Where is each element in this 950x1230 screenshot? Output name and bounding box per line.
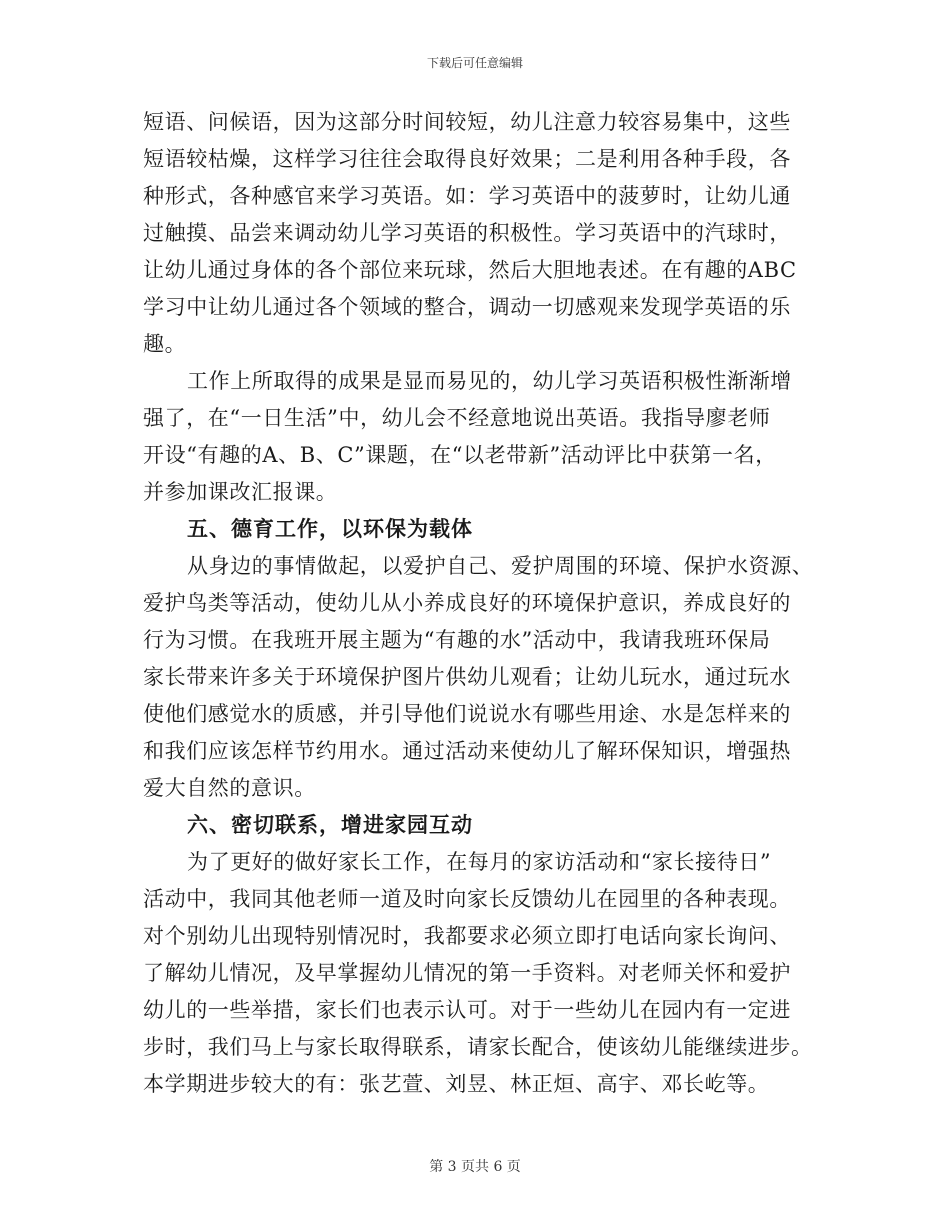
text-line: 种形式，各种感官来学习英语。如：学习英语中的菠萝时，让幼儿通 bbox=[143, 184, 791, 208]
text-line: 本学期进步较大的有：张艺萱、刘昱、林正烜、高宇、邓长屹等。 bbox=[143, 1072, 770, 1096]
text-line: 了解幼儿情况，及早掌握幼儿情况的第一手资料。对老师关怀和爱护 bbox=[143, 961, 791, 985]
section-heading: 六、密切联系，增进家园互动 bbox=[187, 813, 473, 837]
page-header: 下载后可任意编辑 bbox=[426, 56, 523, 70]
text-line: 爱大自然的意识。 bbox=[143, 776, 316, 800]
text-line: 并参加课改汇报课。 bbox=[143, 480, 338, 504]
text-line: 步时，我们马上与家长取得联系，请家长配合，使该幼儿能继续进步。 bbox=[143, 1035, 813, 1059]
text-line: 幼儿的一些举措，家长们也表示认可。对于一些幼儿在园内有一定进 bbox=[143, 998, 791, 1022]
text-line: 家长带来许多关于环境保护图片供幼儿观看；让幼儿玩水，通过玩水 bbox=[143, 665, 791, 689]
text-line: 短语较枯燥，这样学习往往会取得良好效果；二是利用各种手段，各 bbox=[143, 147, 791, 171]
text-line: 开设“有趣的A、B、C”课题，在“以老带新”活动评比中获第一名， bbox=[143, 443, 777, 467]
text-line: 爱护鸟类等活动，使幼儿从小养成良好的环境保护意识，养成良好的 bbox=[143, 591, 791, 615]
text-line: 对个别幼儿出现特别情况时，我都要求必须立即打电话向家长询问、 bbox=[143, 924, 791, 948]
text-line: 从身边的事情做起，以爱护自己、爱护周围的环境、保护水资源、 bbox=[187, 554, 813, 578]
text-line: 让幼儿通过身体的各个部位来玩球，然后大胆地表述。在有趣的ABC bbox=[143, 258, 797, 282]
text-line: 学习中让幼儿通过各个领域的整合，调动一切感观来发现学英语的乐 bbox=[143, 295, 791, 319]
section-heading: 五、德育工作，以环保为载体 bbox=[187, 517, 473, 541]
text-line: 工作上所取得的成果是显而易见的，幼儿学习英语积极性渐渐增 bbox=[187, 369, 792, 393]
text-line: 过触摸、品尝来调动幼儿学习英语的积极性。学习英语中的汽球时， bbox=[143, 221, 791, 245]
text-line: 为了更好的做好家长工作，在每月的家访活动和“家长接待日” bbox=[187, 850, 772, 874]
text-line: 强了，在“一日生活”中，幼儿会不经意地说出英语。我指导廖老师 bbox=[143, 406, 771, 430]
page-footer: 第 3 页共 6 页 bbox=[429, 1159, 521, 1175]
text-line: 和我们应该怎样节约用水。通过活动来使幼儿了解环保知识，增强热 bbox=[143, 739, 791, 763]
text-line: 使他们感觉水的质感，并引导他们说说水有哪些用途、水是怎样来的 bbox=[143, 702, 791, 726]
text-line: 活动中，我同其他老师一道及时向家长反馈幼儿在园里的各种表现。 bbox=[143, 887, 791, 911]
text-line: 趣。 bbox=[143, 332, 187, 356]
document-body bbox=[143, 104, 813, 1103]
text-line: 行为习惯。在我班开展主题为“有趣的水”活动中，我请我班环保局 bbox=[143, 628, 771, 652]
text-line: 短语、问候语，因为这部分时间较短，幼儿注意力较容易集中，这些 bbox=[143, 110, 791, 134]
